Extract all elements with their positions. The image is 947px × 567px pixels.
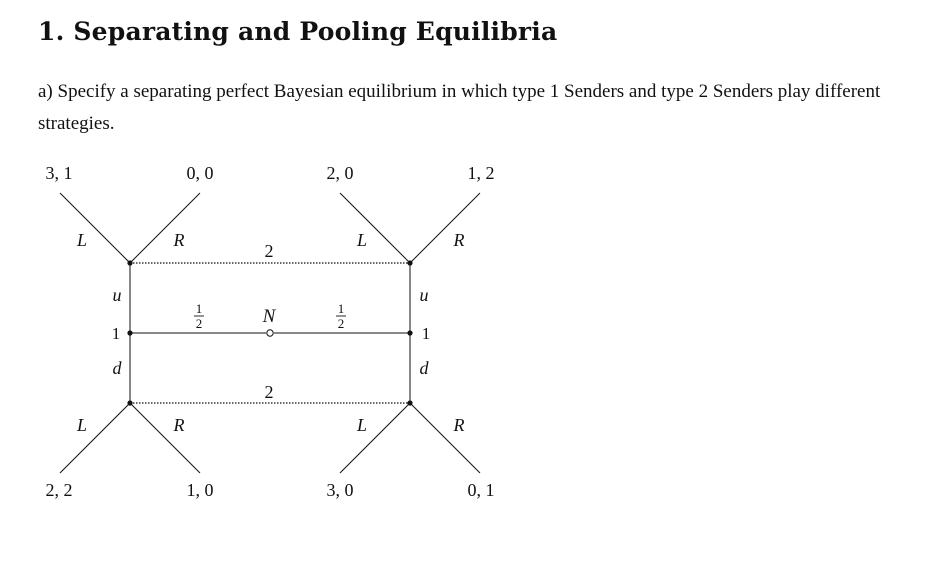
receiver-label-bottom: 2 — [264, 382, 274, 402]
payoff-bottom-left-L: 2, 2 — [45, 480, 73, 500]
probability-left-denominator: 2 — [195, 316, 203, 331]
probability-right-numerator: 1 — [337, 301, 345, 316]
action-label-right-d: d — [419, 358, 429, 378]
node-nature — [267, 330, 273, 336]
top-left-L-edge — [60, 193, 130, 263]
payoff-top-right-L: 2, 0 — [326, 163, 354, 183]
action-label-bottom-right-L: L — [356, 415, 368, 435]
payoff-top-left-L: 3, 1 — [45, 163, 73, 183]
top-right-R-edge — [410, 193, 480, 263]
payoff-bottom-left-R: 1, 0 — [186, 480, 214, 500]
bottom-left-L-edge — [60, 403, 130, 473]
bottom-right-R-edge — [410, 403, 480, 473]
node-sender-left — [127, 330, 132, 335]
bottom-right-L-edge — [340, 403, 410, 473]
node-sender-right — [407, 330, 412, 335]
payoff-top-left-R: 0, 0 — [186, 163, 214, 183]
node-bottom-right — [407, 400, 412, 405]
node-top-right — [407, 260, 412, 265]
payoff-bottom-right-R: 0, 1 — [467, 480, 495, 500]
top-left-R-edge — [130, 193, 200, 263]
probability-right-denominator: 2 — [337, 316, 345, 331]
sender-label-right: 1 — [421, 324, 431, 343]
action-label-right-u: u — [419, 285, 429, 305]
probability-left-numerator: 1 — [195, 301, 203, 316]
action-label-bottom-left-R: R — [173, 415, 185, 435]
action-label-top-right-R: R — [453, 230, 465, 250]
node-top-left — [127, 260, 132, 265]
probability-right — [336, 301, 346, 331]
top-right-L-edge — [340, 193, 410, 263]
node-bottom-left — [127, 400, 132, 405]
sender-label-left: 1 — [111, 324, 121, 343]
action-label-top-right-L: L — [356, 230, 368, 250]
question-text: a) Specify a separating perfect Bayesian equilibrium in which type 1 Senders and type 2 Senders play different strategies. — [38, 81, 881, 134]
nature-label: N — [262, 306, 276, 327]
action-label-top-left-L: L — [76, 230, 88, 250]
receiver-label-top: 2 — [264, 241, 274, 261]
payoff-top-right-R: 1, 2 — [467, 163, 495, 183]
action-label-left-u: u — [112, 285, 122, 305]
action-label-top-left-R: R — [173, 230, 185, 250]
payoff-bottom-right-L: 3, 0 — [326, 480, 354, 500]
section-title: 1. Separating and Pooling Equilibria — [38, 17, 558, 46]
action-label-left-d: d — [112, 358, 122, 378]
action-label-bottom-left-L: L — [76, 415, 88, 435]
action-label-bottom-right-R: R — [453, 415, 465, 435]
probability-left — [194, 301, 204, 331]
bottom-left-R-edge — [130, 403, 200, 473]
